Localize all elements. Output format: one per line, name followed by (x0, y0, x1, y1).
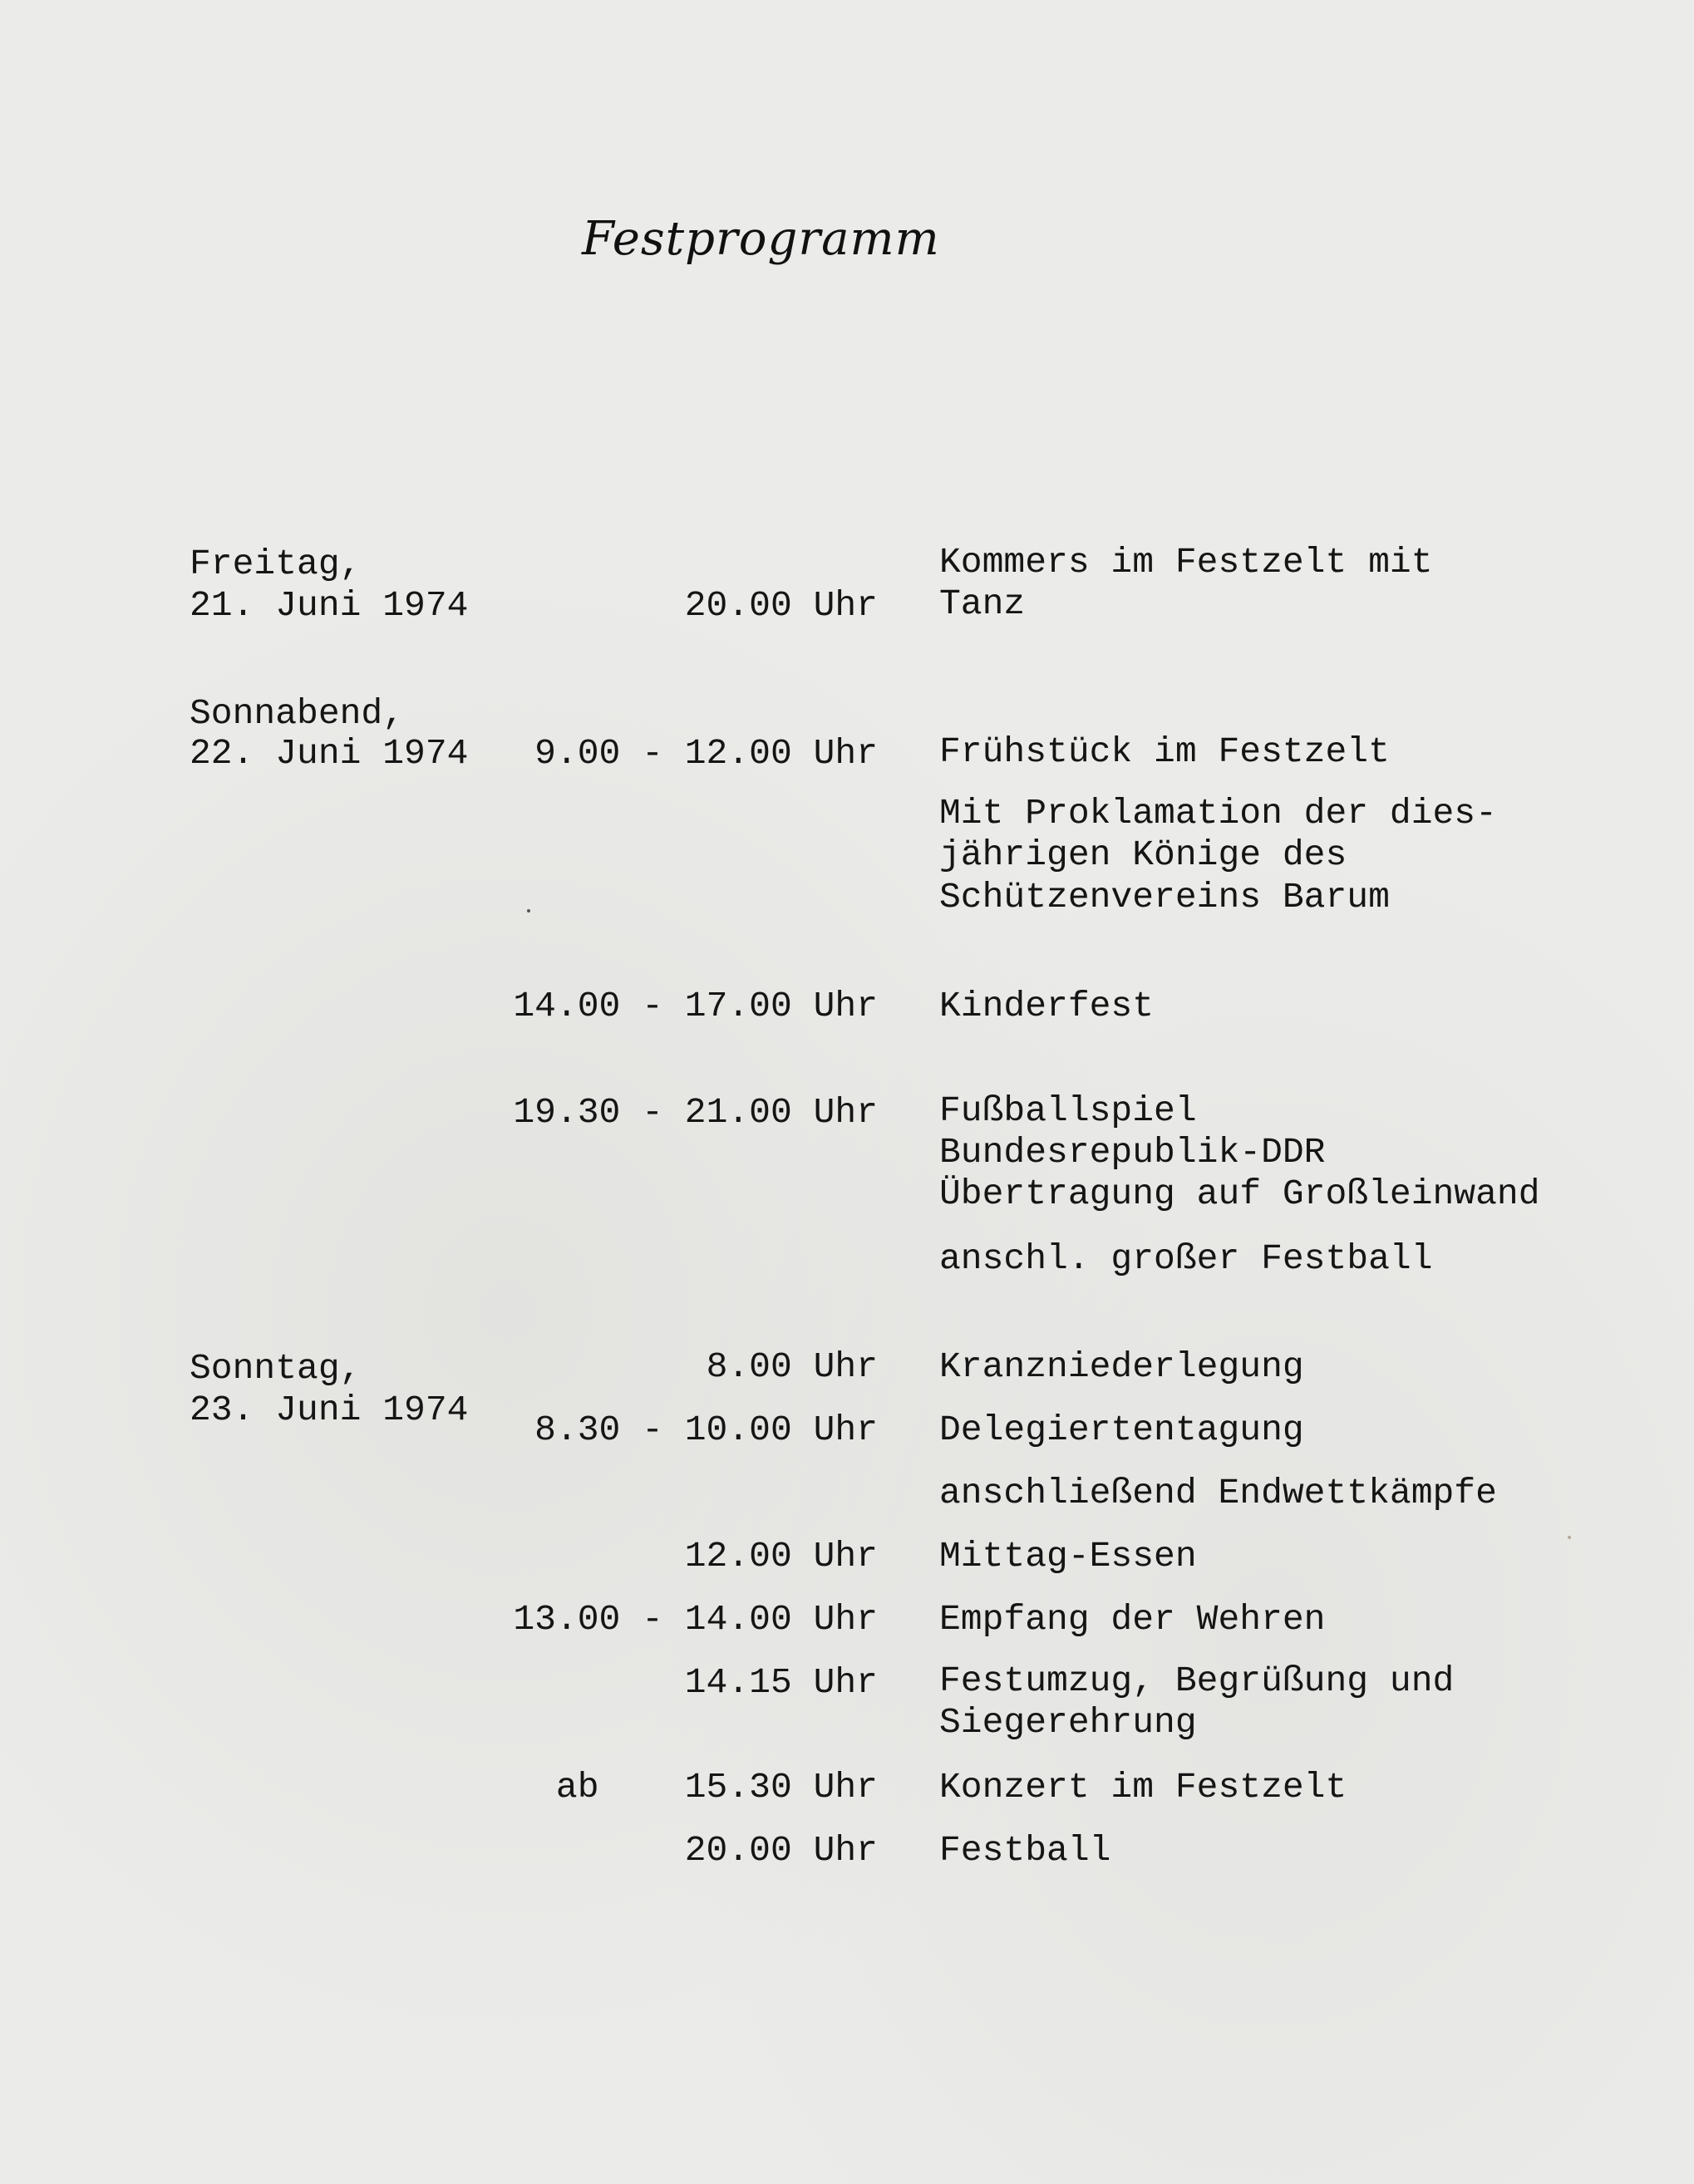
event-text: Kranzniederlegung (939, 1346, 1304, 1387)
event-text: Mittag-Essen (939, 1536, 1197, 1577)
event-time: 20.00 Uhr (684, 585, 878, 626)
event-time: 14.15 Uhr (684, 1662, 878, 1703)
event-text: Übertragung auf Großleinwand (939, 1173, 1540, 1214)
event-time: 13.00 - 14.00 Uhr (513, 1599, 878, 1640)
event-time: 8.00 Uhr (706, 1346, 878, 1387)
event-time: 12.00 Uhr (684, 1536, 878, 1577)
event-text: Mit Proklamation der dies- (939, 793, 1497, 834)
event-text: anschließend Endwettkämpfe (939, 1473, 1497, 1513)
event-text: Kommers im Festzelt mit (939, 542, 1433, 583)
event-text: Fußballspiel (939, 1090, 1197, 1131)
event-text: Schützenvereins Barum (939, 877, 1390, 917)
event-time: 9.00 - 12.00 Uhr (534, 733, 878, 774)
event-time: 14.00 - 17.00 Uhr (513, 986, 878, 1026)
day-date: 23. Juni 1974 (190, 1390, 469, 1430)
event-text: Delegiertentagung (939, 1409, 1304, 1450)
event-text: Bundesrepublik-DDR (939, 1132, 1326, 1173)
event-text: Siegerehrung (939, 1702, 1197, 1743)
event-text: anschl. großer Festball (939, 1238, 1433, 1279)
event-time: 8.30 - 10.00 Uhr (534, 1409, 878, 1450)
day-name: Sonntag, (190, 1348, 362, 1389)
scan-speck (527, 909, 530, 912)
event-text: Frühstück im Festzelt (939, 731, 1390, 772)
day-name: Sonnabend, (190, 693, 405, 734)
event-time: 20.00 Uhr (684, 1830, 878, 1871)
day-date: 21. Juni 1974 (190, 585, 469, 626)
event-text: Empfang der Wehren (939, 1599, 1326, 1640)
event-text: Festumzug, Begrüßung und (939, 1660, 1455, 1701)
event-text: Kinderfest (939, 986, 1155, 1026)
event-time: ab 15.30 Uhr (555, 1767, 878, 1808)
event-text: Konzert im Festzelt (939, 1767, 1347, 1808)
page-title: Festprogramm (582, 212, 940, 266)
event-time: 19.30 - 21.00 Uhr (513, 1092, 878, 1133)
event-text: Tanz (939, 583, 1026, 624)
event-text: Festball (939, 1830, 1111, 1871)
scan-speck (1568, 1536, 1571, 1539)
day-name: Freitag, (190, 544, 362, 584)
event-text: jährigen Könige des (939, 834, 1347, 875)
day-date: 22. Juni 1974 (190, 733, 469, 774)
